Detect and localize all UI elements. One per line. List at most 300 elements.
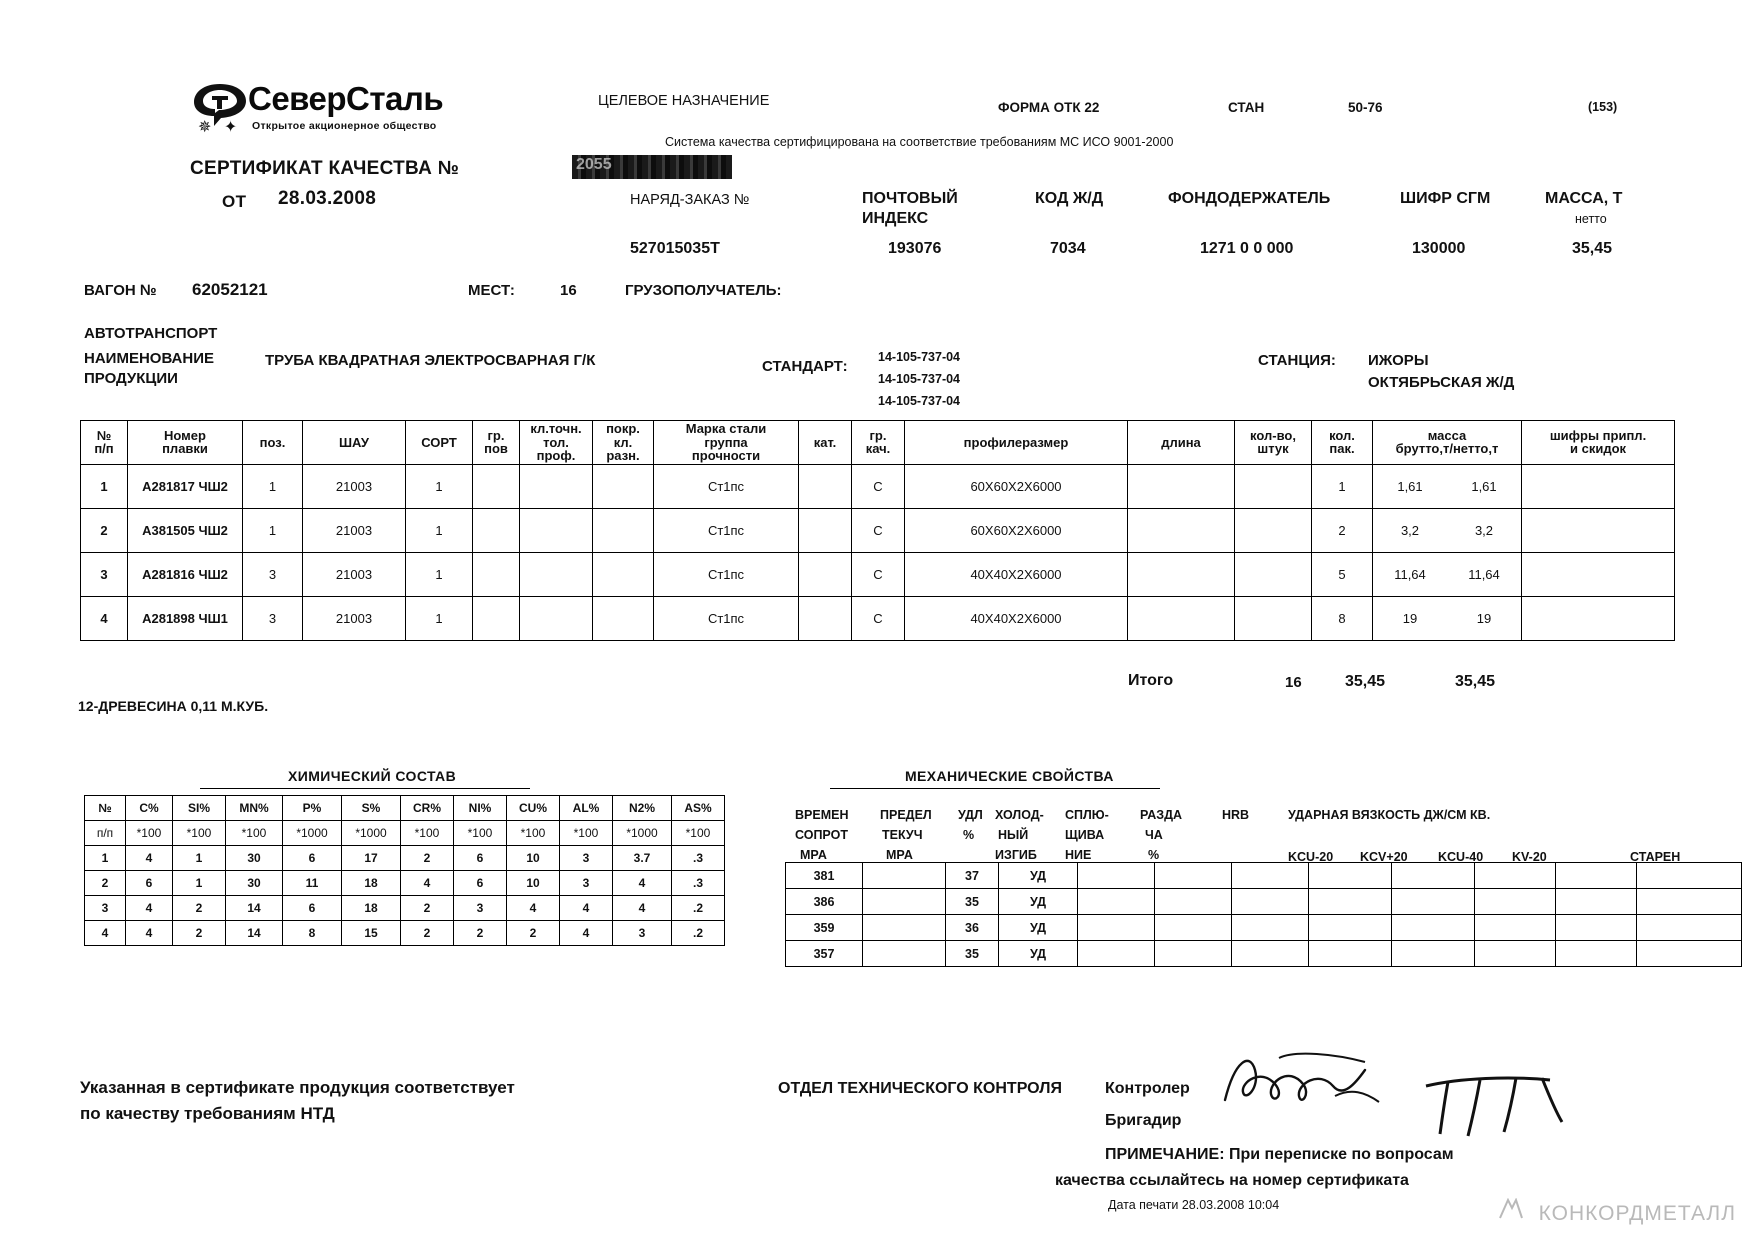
col-pack bbox=[1312, 421, 1373, 465]
chem-col-s: S% bbox=[342, 796, 401, 821]
cell-np: 3 bbox=[81, 552, 128, 596]
mech-cell-staren bbox=[1637, 863, 1742, 889]
cell-heat-text: А281817 ЧШ2 bbox=[142, 478, 228, 494]
mech-h-tek-1: ПРЕДЕЛ bbox=[880, 808, 932, 822]
mech-row bbox=[786, 941, 1742, 967]
chem-cell-s: 18 bbox=[342, 871, 401, 896]
cell-kl-toch bbox=[520, 464, 593, 508]
mech-cell-kcu20 bbox=[1309, 941, 1392, 967]
table-row bbox=[81, 552, 1675, 596]
print-date: Дата печати 28.03.2008 10:04 bbox=[1108, 1198, 1280, 1212]
cell-steel: Ст1пс bbox=[654, 596, 799, 640]
cell-shau: 21003 bbox=[303, 508, 406, 552]
chem-cell-n2: 3.7 bbox=[613, 846, 672, 871]
cell-pos: 1 bbox=[243, 464, 303, 508]
cell-steel: Ст1пс bbox=[654, 552, 799, 596]
standard-value-1: 14-105-737-04 bbox=[878, 350, 961, 364]
cell-gr-pov bbox=[473, 508, 520, 552]
sgm-label: ШИФР СГМ bbox=[1400, 190, 1491, 207]
mech-cell-staren bbox=[1637, 941, 1742, 967]
mech-cell-staren bbox=[1637, 915, 1742, 941]
mech-cell-kcu20 bbox=[1309, 915, 1392, 941]
brigadier-signature bbox=[1420, 1062, 1570, 1142]
chem-col-mn-sub: *100 bbox=[226, 821, 283, 846]
product-label-2: ПРОДУКЦИИ bbox=[84, 370, 178, 387]
mech-cell-udl: 35 bbox=[946, 889, 999, 915]
chem-header-row bbox=[85, 796, 725, 821]
cell-steel: Ст1пс bbox=[654, 508, 799, 552]
cell-codes bbox=[1522, 508, 1675, 552]
brigadier-label: Бригадир bbox=[1105, 1112, 1182, 1129]
mech-row bbox=[786, 915, 1742, 941]
note-line-1: ПРИМЕЧАНИЕ: При переписке по вопросам bbox=[1105, 1146, 1454, 1163]
chem-cell-ni: 6 bbox=[454, 846, 507, 871]
mech-cell-razd bbox=[1155, 941, 1232, 967]
chem-cell-n2: 4 bbox=[613, 871, 672, 896]
conformity-line-2: по качеству требованиям НТД bbox=[80, 1104, 335, 1123]
purpose-label: ЦЕЛЕВОЕ НАЗНАЧЕНИЕ bbox=[598, 93, 770, 109]
cell-heat-text: А281816 ЧШ2 bbox=[142, 566, 228, 582]
cell-pokr bbox=[593, 508, 654, 552]
mech-h-udl-1: УДЛ bbox=[958, 808, 983, 822]
chem-cell-ni: 2 bbox=[454, 921, 507, 946]
cell-sort: 1 bbox=[406, 508, 473, 552]
mech-cell-kv20 bbox=[1556, 889, 1637, 915]
cell-gr-pov bbox=[473, 464, 520, 508]
total-pack: 16 bbox=[1285, 674, 1302, 691]
otk-label: ОТДЕЛ ТЕХНИЧЕСКОГО КОНТРОЛЯ bbox=[778, 1080, 1062, 1097]
places-label: МЕСТ: bbox=[468, 282, 515, 299]
chem-col-mn: MN% bbox=[226, 796, 283, 821]
chem-cell-ni: 6 bbox=[454, 871, 507, 896]
mech-cell-kcu40 bbox=[1475, 863, 1556, 889]
brand-name: СеверСталь bbox=[248, 80, 444, 117]
chem-col-cr-sub: *100 bbox=[401, 821, 454, 846]
redacted-cert-number bbox=[572, 155, 732, 179]
mech-cell-hrb bbox=[1232, 863, 1309, 889]
chem-multiplier-row bbox=[85, 821, 725, 846]
chem-row bbox=[85, 921, 725, 946]
total-brutto: 35,45 bbox=[1345, 673, 1386, 690]
controller-signature bbox=[1215, 1040, 1405, 1120]
certificate-title: СЕРТИФИКАТ КАЧЕСТВА № bbox=[190, 158, 460, 179]
post-index-value: 193076 bbox=[888, 240, 942, 257]
col-pokr-l2: кл. bbox=[613, 434, 633, 450]
cell-pokr bbox=[593, 552, 654, 596]
mech-cell-kcv20 bbox=[1392, 863, 1475, 889]
mech-h-sopr-1: ВРЕМЕН bbox=[795, 808, 849, 822]
col-pokr-l1: покр. bbox=[606, 421, 640, 436]
standard-value-2: 14-105-737-04 bbox=[878, 372, 961, 386]
chem-cell-as: .3 bbox=[672, 871, 725, 896]
mech-cell-razd bbox=[1155, 889, 1232, 915]
wood-note: 12-ДРЕВЕСИНА 0,11 М.КУБ. bbox=[78, 698, 269, 714]
cell-brutto: 11,64 bbox=[1373, 552, 1448, 596]
chem-col-cr: CR% bbox=[401, 796, 454, 821]
chem-col-cu: CU% bbox=[507, 796, 560, 821]
mech-h-sopr-2: СОПРОТ bbox=[795, 828, 848, 842]
transport-value: АВТОТРАНСПОРТ bbox=[84, 325, 218, 342]
mech-cell-kcu40 bbox=[1475, 915, 1556, 941]
cell-shau: 21003 bbox=[303, 596, 406, 640]
chem-col-al: AL% bbox=[560, 796, 613, 821]
mech-h-impact: УДАРНАЯ ВЯЗКОСТЬ ДЖ/СМ КВ. bbox=[1288, 808, 1491, 822]
chem-col-np: № bbox=[85, 796, 126, 821]
chem-cell-p: 6 bbox=[283, 896, 342, 921]
cell-heat-text: А281898 ЧШ1 bbox=[142, 610, 228, 626]
col-gr-pov-l1: гр. bbox=[487, 427, 505, 443]
mech-h-udl-2: % bbox=[963, 828, 975, 842]
mech-cell-bend: УД bbox=[999, 941, 1078, 967]
chem-cell-as: .2 bbox=[672, 896, 725, 921]
chem-cell-s: 17 bbox=[342, 846, 401, 871]
cell-np: 4 bbox=[81, 596, 128, 640]
cell-length bbox=[1128, 508, 1235, 552]
mech-cell-splush bbox=[1078, 863, 1155, 889]
cell-codes bbox=[1522, 596, 1675, 640]
col-profile: профилеразмер bbox=[905, 421, 1128, 465]
wagon-label: ВАГОН № bbox=[84, 282, 157, 299]
post-index-label-1: ПОЧТОВЫЙ bbox=[862, 190, 958, 207]
cell-pokr bbox=[593, 464, 654, 508]
col-np-l2: п/п bbox=[94, 441, 114, 457]
mech-cell-bend: УД bbox=[999, 889, 1078, 915]
note-line-2: качества ссылайтесь на номер сертификата bbox=[1055, 1172, 1409, 1189]
chem-cell-n2: 4 bbox=[613, 896, 672, 921]
product-label-1: НАИМЕНОВАНИЕ bbox=[84, 350, 214, 367]
table-row bbox=[81, 464, 1675, 508]
mech-h-kcv20: KCV+20 bbox=[1360, 850, 1408, 864]
cell-heat bbox=[128, 596, 243, 640]
total-label-text: Итого bbox=[1128, 672, 1174, 689]
col-qty-l2: штук bbox=[1257, 441, 1289, 457]
col-gr-kach-l1: гр. bbox=[869, 427, 887, 443]
places-value: 16 bbox=[560, 282, 577, 299]
col-length: длина bbox=[1128, 421, 1235, 465]
chem-cell-c: 4 bbox=[126, 896, 173, 921]
chem-col-si-sub: *100 bbox=[173, 821, 226, 846]
mech-title: МЕХАНИЧЕСКИЕ СВОЙСТВА bbox=[905, 768, 1114, 784]
col-codes-l1: шифры припл. bbox=[1549, 427, 1647, 443]
col-sort: СОРТ bbox=[406, 421, 473, 465]
from-label: ОТ bbox=[222, 192, 247, 211]
chem-cell-np: 3 bbox=[85, 896, 126, 921]
cell-qty bbox=[1235, 596, 1312, 640]
standard-value-3: 14-105-737-04 bbox=[878, 394, 961, 408]
chem-cell-cu: 10 bbox=[507, 846, 560, 871]
mech-h-bend-3: ИЗГИБ bbox=[995, 848, 1037, 862]
mech-cell-bend: УД bbox=[999, 863, 1078, 889]
order-label: НАРЯД-ЗАКАЗ № bbox=[630, 192, 750, 208]
mech-cell-hrb bbox=[1232, 915, 1309, 941]
chem-cell-cr: 2 bbox=[401, 896, 454, 921]
cert-number-fragment: 2055 bbox=[576, 156, 612, 173]
mech-cell-kcv20 bbox=[1392, 915, 1475, 941]
mech-cell-kv20 bbox=[1556, 915, 1637, 941]
chem-col-as-sub: *100 bbox=[672, 821, 725, 846]
cell-qty bbox=[1235, 508, 1312, 552]
mech-cell-sopr: 357 bbox=[786, 941, 863, 967]
chem-col-si: SI% bbox=[173, 796, 226, 821]
conformity-line-1: Указанная в сертификате продукция соответствует bbox=[80, 1078, 515, 1097]
mass-label: МАССА, Т bbox=[1545, 190, 1623, 207]
cell-kat bbox=[799, 552, 852, 596]
cell-gr-kach: С bbox=[852, 552, 905, 596]
cell-pos: 3 bbox=[243, 596, 303, 640]
col-pack-l1: кол. bbox=[1329, 427, 1355, 443]
cell-kat bbox=[799, 596, 852, 640]
cell-sort: 1 bbox=[406, 552, 473, 596]
mech-cell-kv20 bbox=[1556, 941, 1637, 967]
chemical-composition-table bbox=[84, 795, 725, 946]
cell-heat bbox=[128, 552, 243, 596]
cell-profile: 40Х40Х2Х6000 bbox=[905, 552, 1128, 596]
mech-h-tek-3: MPA bbox=[886, 848, 913, 862]
chem-cell-as: .3 bbox=[672, 846, 725, 871]
col-gr-kach-l2: кач. bbox=[865, 441, 891, 457]
chem-col-ni-sub: *100 bbox=[454, 821, 507, 846]
mech-cell-sopr: 381 bbox=[786, 863, 863, 889]
cell-heat bbox=[128, 508, 243, 552]
chem-cell-np: 4 bbox=[85, 921, 126, 946]
cell-gr-pov bbox=[473, 552, 520, 596]
cell-length bbox=[1128, 552, 1235, 596]
chem-cell-cr: 2 bbox=[401, 846, 454, 871]
rail-code-value: 7034 bbox=[1050, 240, 1086, 257]
chem-cell-np: 2 bbox=[85, 871, 126, 896]
col-mass bbox=[1373, 421, 1522, 465]
sgm-value: 130000 bbox=[1412, 240, 1466, 257]
watermark-icon bbox=[1498, 1198, 1524, 1226]
chem-cell-cu: 10 bbox=[507, 871, 560, 896]
col-kl-toch-l3: проф. bbox=[536, 448, 576, 464]
product-value: ТРУБА КВАДРАТНАЯ ЭЛЕКТРОСВАРНАЯ Г/К bbox=[265, 352, 596, 369]
col-pokr-l3: разн. bbox=[606, 448, 640, 464]
mech-h-kv20: KV-20 bbox=[1512, 850, 1547, 864]
chem-cell-si: 2 bbox=[173, 921, 226, 946]
page-number: (153) bbox=[1588, 100, 1618, 114]
cell-codes bbox=[1522, 464, 1675, 508]
col-steel-l2: группа bbox=[704, 434, 748, 450]
cell-pokr bbox=[593, 596, 654, 640]
mass-value: 35,45 bbox=[1572, 240, 1613, 257]
mech-cell-udl: 35 bbox=[946, 941, 999, 967]
mech-cell-kcu20 bbox=[1309, 863, 1392, 889]
col-mass-l1: масса bbox=[1427, 427, 1467, 443]
mech-h-staren: СТАРЕН bbox=[1630, 850, 1681, 864]
mech-cell-splush bbox=[1078, 889, 1155, 915]
mech-h-splush-3: НИЕ bbox=[1065, 848, 1092, 862]
cell-heat bbox=[128, 464, 243, 508]
chem-cell-as: .2 bbox=[672, 921, 725, 946]
chem-col-as: AS% bbox=[672, 796, 725, 821]
mech-h-kcu40: KCU-40 bbox=[1438, 850, 1484, 864]
chem-cell-c: 4 bbox=[126, 846, 173, 871]
mech-h-razd-2: ЧА bbox=[1145, 828, 1163, 842]
chem-cell-mn: 14 bbox=[226, 921, 283, 946]
table-row bbox=[81, 508, 1675, 552]
col-steel-l3: прочности bbox=[691, 448, 761, 464]
chem-cell-s: 15 bbox=[342, 921, 401, 946]
mech-h-hrb: HRB bbox=[1222, 808, 1250, 822]
cell-brutto: 19 bbox=[1373, 596, 1448, 640]
standard-label: СТАНДАРТ: bbox=[762, 358, 848, 375]
cell-shau: 21003 bbox=[303, 464, 406, 508]
chem-cell-mn: 30 bbox=[226, 871, 283, 896]
chem-cell-al: 3 bbox=[560, 846, 613, 871]
cell-gr-kach: С bbox=[852, 508, 905, 552]
cell-brutto: 3,2 bbox=[1373, 508, 1448, 552]
certificate-date: 28.03.2008 bbox=[278, 188, 377, 209]
cell-netto: 11,64 bbox=[1447, 552, 1522, 596]
mech-cell-razd bbox=[1155, 915, 1232, 941]
wagon-value: 62052121 bbox=[192, 280, 268, 299]
col-mass-l2: брутто,т/нетто,т bbox=[1395, 441, 1499, 457]
col-pos: поз. bbox=[243, 421, 303, 465]
mech-row bbox=[786, 889, 1742, 915]
chem-cell-c: 4 bbox=[126, 921, 173, 946]
chem-col-np-sub: п/п bbox=[85, 821, 126, 846]
mech-cell-kcv20 bbox=[1392, 941, 1475, 967]
mech-cell-kcu40 bbox=[1475, 941, 1556, 967]
chem-cell-si: 2 bbox=[173, 896, 226, 921]
mech-cell-kcv20 bbox=[1392, 889, 1475, 915]
cell-heat-text: А381505 ЧШ2 bbox=[142, 522, 228, 538]
col-kl-toch bbox=[520, 421, 593, 465]
mech-h-splush-2: ЩИВА bbox=[1065, 828, 1105, 842]
chem-cell-cu: 2 bbox=[507, 921, 560, 946]
mech-cell-razd bbox=[1155, 863, 1232, 889]
col-pokr bbox=[593, 421, 654, 465]
col-np-l1: № bbox=[96, 427, 112, 443]
col-kl-toch-l2: тол. bbox=[543, 434, 569, 450]
col-qty-l1: кол-во, bbox=[1250, 427, 1296, 443]
mech-h-razd-3: % bbox=[1148, 848, 1160, 862]
cell-pack: 8 bbox=[1312, 596, 1373, 640]
chem-cell-si: 1 bbox=[173, 871, 226, 896]
chem-row bbox=[85, 871, 725, 896]
cell-pack: 2 bbox=[1312, 508, 1373, 552]
col-kl-toch-l1: кл.точн. bbox=[530, 421, 582, 436]
chem-col-cu-sub: *100 bbox=[507, 821, 560, 846]
mech-h-bend-2: НЫЙ bbox=[998, 828, 1029, 842]
chem-col-p: P% bbox=[283, 796, 342, 821]
cell-profile: 60Х60Х2Х6000 bbox=[905, 508, 1128, 552]
chem-col-c-sub: *100 bbox=[126, 821, 173, 846]
cell-length bbox=[1128, 596, 1235, 640]
controller-label: Контролер bbox=[1105, 1080, 1190, 1097]
chem-col-ni: NI% bbox=[454, 796, 507, 821]
form-label: ФОРМА ОТК 22 bbox=[998, 100, 1100, 115]
mech-row bbox=[786, 863, 1742, 889]
chem-cell-ni: 3 bbox=[454, 896, 507, 921]
mech-cell-kv20 bbox=[1556, 863, 1637, 889]
col-steel-l1: Марка стали bbox=[685, 421, 767, 436]
cell-steel: Ст1пс bbox=[654, 464, 799, 508]
cell-qty bbox=[1235, 552, 1312, 596]
mech-h-razd-1: РАЗДА bbox=[1140, 808, 1183, 822]
star-icon: ✵ ✦ bbox=[198, 119, 242, 136]
chem-cell-cr: 4 bbox=[401, 871, 454, 896]
cell-codes bbox=[1522, 552, 1675, 596]
chem-cell-c: 6 bbox=[126, 871, 173, 896]
watermark-text: КОНКОРДМЕТАЛЛ bbox=[1538, 1202, 1736, 1225]
mechanical-properties-table bbox=[785, 862, 1742, 967]
chem-col-p-sub: *1000 bbox=[283, 821, 342, 846]
table-header-row bbox=[81, 421, 1675, 465]
chem-cell-s: 18 bbox=[342, 896, 401, 921]
chem-cell-mn: 30 bbox=[226, 846, 283, 871]
col-kat: кат. bbox=[799, 421, 852, 465]
mech-h-sopr-3: MPA bbox=[800, 848, 827, 862]
mech-cell-staren bbox=[1637, 889, 1742, 915]
col-steel bbox=[654, 421, 799, 465]
chem-cell-cu: 4 bbox=[507, 896, 560, 921]
mech-cell-splush bbox=[1078, 941, 1155, 967]
cell-kl-toch bbox=[520, 508, 593, 552]
table-row bbox=[81, 596, 1675, 640]
chem-col-n2-sub: *1000 bbox=[613, 821, 672, 846]
chem-cell-mn: 14 bbox=[226, 896, 283, 921]
chem-row bbox=[85, 896, 725, 921]
chem-cell-n2: 3 bbox=[613, 921, 672, 946]
chem-cell-al: 4 bbox=[560, 896, 613, 921]
cell-np: 1 bbox=[81, 464, 128, 508]
station-label: СТАНЦИЯ: bbox=[1258, 352, 1336, 369]
mech-cell-tek bbox=[863, 863, 946, 889]
col-heat-l2: плавки bbox=[162, 441, 208, 457]
col-gr-kach bbox=[852, 421, 905, 465]
mech-cell-tek bbox=[863, 941, 946, 967]
mech-h-tek-2: ТЕКУЧ bbox=[882, 828, 923, 842]
mech-cell-tek bbox=[863, 889, 946, 915]
stan-label: СТАН bbox=[1228, 100, 1265, 115]
chem-col-c: C% bbox=[126, 796, 173, 821]
mech-cell-hrb bbox=[1232, 941, 1309, 967]
cell-np: 2 bbox=[81, 508, 128, 552]
mech-h-bend-1: ХОЛОД- bbox=[995, 808, 1044, 822]
mech-cell-bend: УД bbox=[999, 915, 1078, 941]
cell-kl-toch bbox=[520, 596, 593, 640]
cell-netto: 19 bbox=[1447, 596, 1522, 640]
order-value: 527015035Т bbox=[630, 240, 720, 257]
cell-pos: 3 bbox=[243, 552, 303, 596]
cell-pos: 1 bbox=[243, 508, 303, 552]
cell-profile: 60Х60Х2Х6000 bbox=[905, 464, 1128, 508]
cell-gr-kach: С bbox=[852, 596, 905, 640]
chem-cell-p: 8 bbox=[283, 921, 342, 946]
mech-cell-udl: 37 bbox=[946, 863, 999, 889]
col-shau: ШАУ bbox=[303, 421, 406, 465]
fund-label: ФОНДОДЕРЖАТЕЛЬ bbox=[1168, 190, 1331, 207]
fund-value: 1271 0 0 000 bbox=[1200, 240, 1294, 257]
mech-cell-tek bbox=[863, 915, 946, 941]
mech-cell-splush bbox=[1078, 915, 1155, 941]
rail-code-label: КОД Ж/Д bbox=[1035, 190, 1104, 207]
col-codes-l2: и скидок bbox=[1569, 441, 1627, 457]
cell-shau: 21003 bbox=[303, 552, 406, 596]
col-codes bbox=[1522, 421, 1675, 465]
mech-cell-udl: 36 bbox=[946, 915, 999, 941]
mech-cell-sopr: 359 bbox=[786, 915, 863, 941]
cell-kl-toch bbox=[520, 552, 593, 596]
iso-line: Система качества сертифицирована на соответствие требованиям МС ИСО 9001-2000 bbox=[665, 135, 1174, 149]
cell-kat bbox=[799, 508, 852, 552]
mech-title-rule bbox=[830, 788, 1160, 789]
chem-title: ХИМИЧЕСКИЙ СОСТАВ bbox=[288, 768, 457, 784]
chem-col-n2: N2% bbox=[613, 796, 672, 821]
mech-h-kcu20: KCU-20 bbox=[1288, 850, 1334, 864]
